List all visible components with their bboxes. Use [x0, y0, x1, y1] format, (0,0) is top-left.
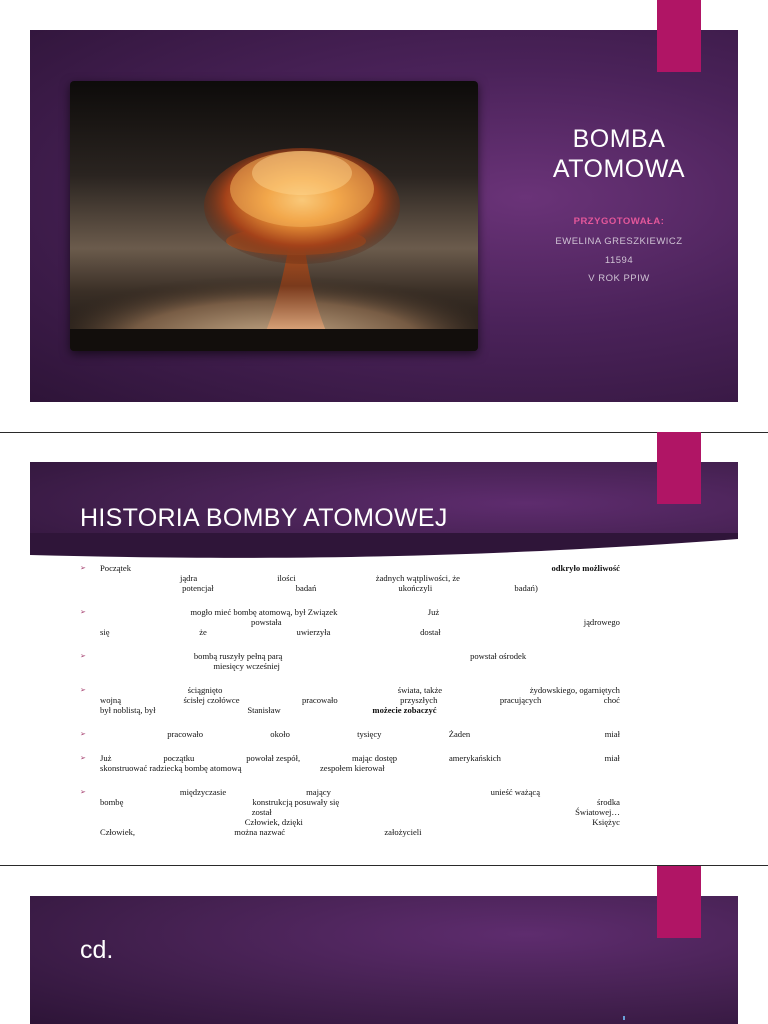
text-fragment: choć — [603, 695, 620, 705]
text-fragment: zespołem kierował — [319, 763, 385, 773]
text-fragment: mogło mieć bombę atomową, był Związek — [190, 607, 338, 617]
text-fragment: przyszłych — [400, 695, 438, 705]
title-line-1: BOMBA — [572, 125, 666, 153]
bullet-text-line — [100, 807, 620, 817]
study-year: V ROK PPIW — [588, 273, 650, 284]
text-fragment: Księżyc — [592, 817, 620, 827]
text-fragment: środka — [597, 797, 620, 807]
bullet-text-line — [100, 753, 620, 763]
cursor-mark — [623, 1016, 625, 1020]
bullet-arrow-icon: ➢ — [80, 608, 86, 616]
text-fragment: skonstruować radziecką bombę atomową — [100, 763, 242, 773]
prepared-by-label: PRZYGOTOWAŁA: — [573, 216, 665, 227]
text-fragment: pracujących — [499, 695, 542, 705]
text-fragment: został — [251, 807, 272, 817]
text-fragment: wojną — [100, 695, 122, 705]
text-fragment: międzyczasie — [179, 787, 227, 797]
text-fragment: że — [199, 627, 207, 637]
text-fragment: żydowskiego, ogarniętych — [529, 685, 620, 695]
text-fragment: bombę — [100, 797, 124, 807]
text-fragment: był noblistą, był — [100, 705, 156, 715]
text-fragment: świata, także — [397, 685, 443, 695]
text-fragment: Żaden — [448, 729, 471, 739]
history-bullet — [80, 685, 620, 715]
slide-1-accent-tab — [657, 0, 701, 72]
title-slide — [30, 30, 738, 402]
text-fragment: Stanisław — [247, 705, 281, 715]
presentation-title — [500, 124, 738, 184]
slide-divider — [0, 432, 768, 433]
continuation-title: cd. — [80, 936, 114, 964]
text-fragment: Początek — [100, 563, 132, 573]
history-bullet — [80, 651, 620, 671]
text-fragment: mając dostęp — [351, 753, 398, 763]
bullet-arrow-icon: ➢ — [80, 564, 86, 572]
text-fragment: powstała — [251, 617, 282, 627]
bullet-text-line — [100, 651, 620, 661]
text-fragment: bombą ruszyły pełną parą — [193, 651, 283, 661]
text-fragment: Człowiek, — [100, 827, 136, 837]
text-fragment: konstrukcją posuwały się — [252, 797, 340, 807]
text-fragment: badań) — [514, 583, 538, 593]
history-bullet — [80, 563, 620, 593]
text-fragment: ilości — [277, 573, 296, 583]
bullet-text-line — [100, 729, 620, 739]
bullet-text-line — [100, 817, 620, 827]
text-fragment: Już — [427, 607, 440, 617]
bullet-text-line — [100, 787, 620, 797]
bullet-text-line — [100, 617, 620, 627]
bullet-text-line — [100, 563, 620, 573]
text-fragment: jądra — [179, 573, 198, 583]
bullet-text-line — [100, 607, 620, 617]
text-fragment: ściągnięto — [187, 685, 223, 695]
continuation-slide — [30, 896, 738, 1024]
history-bullet — [80, 607, 620, 637]
bullet-text-line — [100, 661, 620, 671]
text-fragment: żadnych wątpliwości, że — [375, 573, 460, 583]
text-fragment: miał — [604, 753, 620, 763]
text-fragment: możecie zobaczyć — [372, 705, 437, 715]
text-fragment: mający — [306, 787, 331, 797]
history-slide-title: HISTORIA BOMBY ATOMOWEJ — [80, 504, 448, 532]
text-fragment: badań — [295, 583, 317, 593]
text-fragment: miesięcy wcześniej — [213, 661, 280, 671]
bullet-text-line — [100, 763, 620, 773]
text-fragment: miał — [604, 729, 620, 739]
text-fragment: się — [100, 627, 110, 637]
bullet-text-line — [100, 827, 620, 837]
history-bullet-list — [80, 563, 620, 851]
text-fragment: około — [270, 729, 290, 739]
text-fragment: Światowej… — [575, 807, 620, 817]
text-fragment: potencjał — [182, 583, 214, 593]
slide-3-accent-tab — [657, 866, 701, 938]
text-fragment: początku — [163, 753, 195, 763]
text-fragment: pracowało — [167, 729, 204, 739]
text-fragment: założycieli — [384, 827, 422, 837]
mushroom-cloud-image — [70, 81, 478, 351]
text-fragment: uwierzyła — [296, 627, 331, 637]
text-fragment: odkryło możliwość — [551, 563, 620, 573]
bullet-text-line — [100, 573, 620, 583]
bullet-arrow-icon: ➢ — [80, 754, 86, 762]
slide-divider — [0, 865, 768, 866]
bullet-text-line — [100, 705, 620, 715]
text-fragment: powołał zespół, — [246, 753, 301, 763]
text-fragment: pracowało — [301, 695, 338, 705]
bullet-arrow-icon: ➢ — [80, 788, 86, 796]
text-fragment: powstał ośrodek — [470, 651, 527, 661]
text-fragment: unieść ważącą — [490, 787, 541, 797]
author-name: EWELINA GRESZKIEWICZ — [555, 236, 683, 247]
title-line-2: ATOMOWA — [552, 155, 686, 183]
text-fragment: można nazwać — [234, 827, 286, 837]
history-bullet — [80, 729, 620, 739]
bullet-text-line — [100, 797, 620, 807]
text-fragment: dostał — [420, 627, 441, 637]
text-fragment: ukończyli — [398, 583, 433, 593]
history-bullet — [80, 787, 620, 837]
text-fragment: Człowiek, dzięki — [244, 817, 303, 827]
student-id: 11594 — [604, 255, 634, 266]
text-fragment: ścisłej czołówce — [183, 695, 240, 705]
text-fragment: tysięcy — [357, 729, 382, 739]
bullet-text-line — [100, 685, 620, 695]
bullet-text-line — [100, 627, 620, 637]
slide-2-accent-tab — [657, 432, 701, 504]
text-fragment: jądrowego — [583, 617, 620, 627]
bullet-text-line — [100, 695, 620, 705]
mushroom-cloud-illustration — [70, 81, 478, 351]
bullet-text-line — [100, 583, 620, 593]
history-bullet — [80, 753, 620, 773]
bullet-arrow-icon: ➢ — [80, 686, 86, 694]
text-fragment: Już — [100, 753, 112, 763]
bullet-arrow-icon: ➢ — [80, 652, 86, 660]
bullet-arrow-icon: ➢ — [80, 730, 86, 738]
text-fragment: amerykańskich — [448, 753, 501, 763]
